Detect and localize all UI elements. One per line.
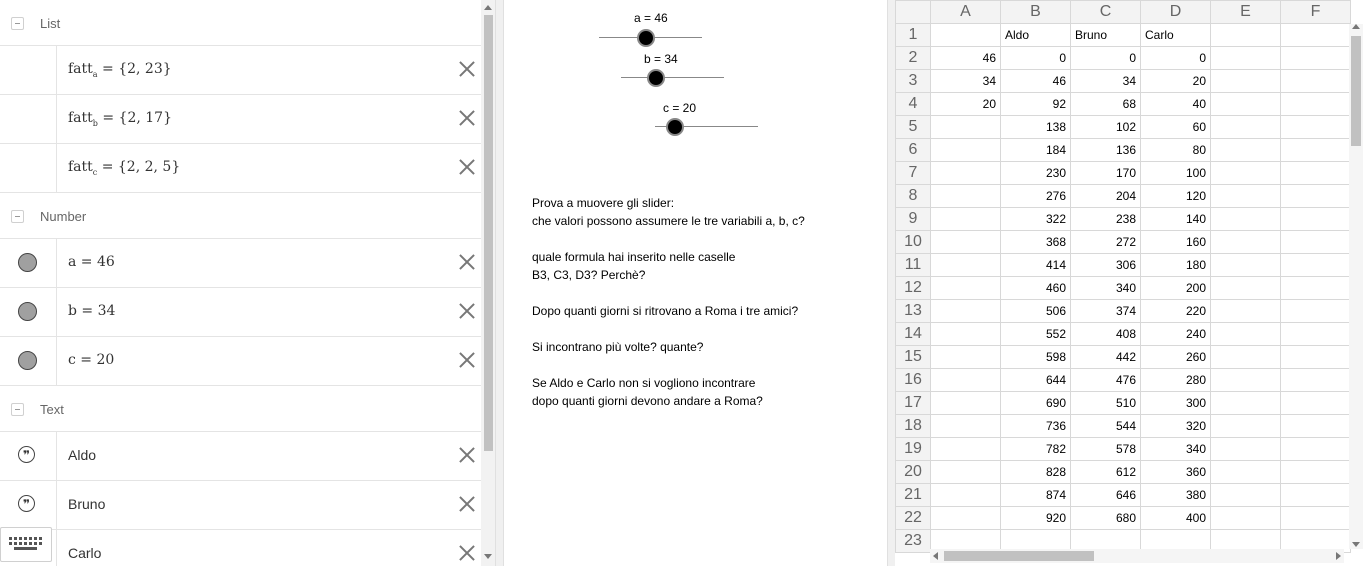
category-label: Number [40,209,87,224]
spreadsheet-cell[interactable] [1281,70,1351,93]
algebra-expression[interactable]: Carlo [68,545,102,561]
spreadsheet-cell[interactable] [931,254,1001,277]
spreadsheet-cell[interactable]: 646 [1071,484,1141,507]
slider-b-knob[interactable] [647,69,665,87]
spreadsheet-cell[interactable]: 136 [1071,139,1141,162]
spreadsheet-cell[interactable] [1211,392,1281,415]
algebra-row-text[interactable] [0,530,481,566]
spreadsheet-grid[interactable] [895,0,1351,553]
algebra-expression[interactable]: fatt$_a$ = {2, 23} [68,61,172,79]
row-header[interactable]: 14 [896,323,931,346]
spreadsheet-cell[interactable]: 140 [1141,208,1211,231]
spreadsheet-cell[interactable] [931,461,1001,484]
spreadsheet-cell[interactable]: 322 [1001,208,1071,231]
row-header[interactable]: 6 [896,139,931,162]
row-header[interactable]: 17 [896,392,931,415]
spreadsheet-cell[interactable]: 240 [1141,323,1211,346]
table-row [896,392,1351,415]
spreadsheet-cell[interactable] [931,24,1001,47]
spreadsheet-cell[interactable]: 680 [1071,507,1141,530]
row-header[interactable]: 11 [896,254,931,277]
algebra-expression[interactable]: a = 46 [68,254,115,270]
spreadsheet-cell[interactable] [1281,162,1351,185]
visibility-marble-icon[interactable] [18,351,37,370]
algebra-row-number[interactable] [0,288,481,337]
scroll-left-icon[interactable] [933,552,938,560]
spreadsheet-cell[interactable]: 220 [1141,300,1211,323]
spreadsheet-cell[interactable]: 320 [1141,415,1211,438]
table-row [896,346,1351,369]
spreadsheet-cell[interactable] [931,507,1001,530]
spreadsheet-cell[interactable] [1281,254,1351,277]
spreadsheet-cell[interactable]: 20 [1141,70,1211,93]
algebra-row-text[interactable] [0,432,481,481]
spreadsheet-cell[interactable]: 272 [1071,231,1141,254]
scrollbar-thumb[interactable] [484,15,493,451]
spreadsheet-cell[interactable]: 0 [1141,47,1211,70]
spreadsheet-cell[interactable] [931,392,1001,415]
scroll-up-icon[interactable] [1352,24,1360,29]
spreadsheet-cell[interactable]: 46 [931,47,1001,70]
table-row [896,461,1351,484]
spreadsheet-cell[interactable] [931,369,1001,392]
algebra-row-number[interactable] [0,239,481,288]
spreadsheet-cell[interactable]: 552 [1001,323,1071,346]
spreadsheet-cell[interactable] [1281,231,1351,254]
spreadsheet-cell[interactable]: 612 [1071,461,1141,484]
spreadsheet-cell[interactable] [1211,369,1281,392]
spreadsheet-cell[interactable] [1211,346,1281,369]
slider-a-knob[interactable] [637,29,655,47]
spreadsheet-cell[interactable]: Aldo [1001,24,1071,47]
spreadsheet-view[interactable] [895,0,1366,566]
visibility-marble-icon[interactable] [18,302,37,321]
spreadsheet-cell[interactable]: 300 [1141,392,1211,415]
spreadsheet-cell[interactable] [1281,300,1351,323]
category-label: Text [40,402,64,417]
spreadsheet-cell[interactable]: 598 [1001,346,1071,369]
slider-b-track[interactable] [621,77,724,78]
spreadsheet-cell[interactable]: 544 [1071,415,1141,438]
spreadsheet-cell[interactable]: 442 [1071,346,1141,369]
spreadsheet-cell[interactable]: 374 [1071,300,1141,323]
table-row [896,93,1351,116]
spreadsheet-cell[interactable] [1211,185,1281,208]
spreadsheet-cell[interactable]: 34 [1071,70,1141,93]
row-header[interactable]: 22 [896,507,931,530]
delete-icon[interactable] [457,59,477,79]
spreadsheet-cell[interactable] [931,323,1001,346]
algebra-expression[interactable]: c = 20 [68,352,115,368]
slider-c-label: c = 20 [663,101,697,115]
spreadsheet-cell[interactable]: 368 [1001,231,1071,254]
row-header[interactable]: 8 [896,185,931,208]
spreadsheet-cell[interactable]: 340 [1071,277,1141,300]
spreadsheet-cell[interactable]: 510 [1071,392,1141,415]
table-row [896,139,1351,162]
spreadsheet-cell[interactable] [1211,139,1281,162]
algebra-row-number[interactable] [0,337,481,386]
spreadsheet-cell[interactable] [931,277,1001,300]
delete-icon[interactable] [457,350,477,370]
spreadsheet-cell[interactable]: 828 [1001,461,1071,484]
spreadsheet-cell[interactable]: 170 [1071,162,1141,185]
algebra-view [0,0,481,566]
corner-cell[interactable] [896,1,931,24]
table-row [896,47,1351,70]
spreadsheet-cell[interactable] [1211,254,1281,277]
spreadsheet-cell[interactable]: 80 [1141,139,1211,162]
spreadsheet-cell[interactable]: 414 [1001,254,1071,277]
algebra-expression[interactable]: fatt$_c$ = {2, 2, 5} [68,159,181,177]
scrollbar-thumb[interactable] [1351,36,1361,146]
spreadsheet-cell[interactable] [1281,116,1351,139]
spreadsheet-cell[interactable]: 230 [1001,162,1071,185]
table-row [896,254,1351,277]
spreadsheet-cell[interactable] [1211,47,1281,70]
spreadsheet-cell[interactable]: 782 [1001,438,1071,461]
spreadsheet-cell[interactable]: 340 [1141,438,1211,461]
spreadsheet-horizontal-scrollbar[interactable] [930,549,1344,563]
row-header[interactable]: 10 [896,231,931,254]
spreadsheet-cell[interactable] [931,208,1001,231]
keyboard-icon[interactable] [0,527,52,562]
spreadsheet-cell[interactable]: 260 [1141,346,1211,369]
visibility-marble-icon[interactable] [18,253,37,272]
instructions-text: Prova a muovere gli slider: che valori possono assumere le tre variabili a, b, c? quale formula hai inserito nelle caselle B3, C3, D3? Perchè? Dopo quanti giorni si ritrovano a Roma i tre amici? Si incontrano più volte? quante? Se Aldo e Carlo non si vogliono incontrare dopo quanti giorni devono andare a Roma? [532,196,805,408]
spreadsheet-cell[interactable]: 380 [1141,484,1211,507]
spreadsheet-cell[interactable]: 238 [1071,208,1141,231]
collapse-icon[interactable] [11,17,24,30]
spreadsheet-cell[interactable]: 102 [1071,116,1141,139]
spreadsheet-cell[interactable]: 46 [1001,70,1071,93]
delete-icon[interactable] [457,543,477,563]
row-header[interactable]: 21 [896,484,931,507]
table-row [896,438,1351,461]
scroll-down-icon[interactable] [1352,542,1360,547]
spreadsheet-cell[interactable]: 100 [1141,162,1211,185]
spreadsheet-cell[interactable] [1281,461,1351,484]
scroll-right-icon[interactable] [1336,552,1341,560]
delete-icon[interactable] [457,494,477,514]
algebra-expression[interactable]: fatt$_b$ = {2, 17} [68,110,172,128]
table-row [896,162,1351,185]
spreadsheet-cell[interactable]: Bruno [1071,24,1141,47]
spreadsheet-cell[interactable]: 0 [1071,47,1141,70]
spreadsheet-cell[interactable]: 276 [1001,185,1071,208]
spreadsheet-cell[interactable]: 204 [1071,185,1141,208]
spreadsheet-cell[interactable]: 400 [1141,507,1211,530]
spreadsheet-cell[interactable]: 408 [1071,323,1141,346]
category-text[interactable] [0,386,481,432]
scrollbar-thumb[interactable] [944,551,1094,561]
algebra-row-list[interactable] [0,95,481,144]
table-row [896,185,1351,208]
row-header[interactable]: 12 [896,277,931,300]
spreadsheet-cell[interactable] [1211,116,1281,139]
spreadsheet-cell[interactable] [931,116,1001,139]
spreadsheet-cell[interactable] [1281,139,1351,162]
category-label: List [40,16,61,31]
spreadsheet-cell[interactable] [931,346,1001,369]
spreadsheet-cell[interactable]: 460 [1001,277,1071,300]
quote-icon[interactable]: ❞ [18,495,35,512]
delete-icon[interactable] [457,445,477,465]
spreadsheet-cell[interactable]: 690 [1001,392,1071,415]
spreadsheet-cell[interactable] [931,139,1001,162]
spreadsheet-cell[interactable] [1281,185,1351,208]
table-row [896,323,1351,346]
table-row [896,507,1351,530]
spreadsheet-cell[interactable] [1281,208,1351,231]
spreadsheet-cell[interactable] [931,484,1001,507]
spreadsheet-cell[interactable]: 578 [1071,438,1141,461]
spreadsheet-cell[interactable] [1211,277,1281,300]
spreadsheet-cell[interactable] [1211,24,1281,47]
table-row [896,300,1351,323]
column-header[interactable]: C [1071,1,1141,24]
row-header[interactable]: 7 [896,162,931,185]
spreadsheet-cell[interactable]: 120 [1141,185,1211,208]
spreadsheet-cell[interactable]: 644 [1001,369,1071,392]
spreadsheet-cell[interactable]: 476 [1071,369,1141,392]
table-row [896,277,1351,300]
spreadsheet-cell[interactable] [1211,208,1281,231]
algebra-row-list[interactable] [0,46,481,95]
spreadsheet-cell[interactable] [1281,346,1351,369]
panel-divider[interactable] [495,0,504,566]
delete-icon[interactable] [457,108,477,128]
spreadsheet-cell[interactable]: 34 [931,70,1001,93]
table-row [896,231,1351,254]
collapse-icon[interactable] [11,210,24,223]
spreadsheet-cell[interactable] [1281,507,1351,530]
spreadsheet-cell[interactable]: 40 [1141,93,1211,116]
spreadsheet-cell[interactable]: 200 [1141,277,1211,300]
spreadsheet-cell[interactable] [1281,323,1351,346]
table-row [896,24,1351,47]
spreadsheet-cell[interactable]: 0 [1001,47,1071,70]
spreadsheet-cell[interactable] [1211,507,1281,530]
row-header[interactable]: 16 [896,369,931,392]
spreadsheet-cell[interactable] [1211,484,1281,507]
table-row [896,484,1351,507]
spreadsheet-cell[interactable] [1211,70,1281,93]
spreadsheet-cell[interactable] [1281,93,1351,116]
algebra-row-text[interactable] [0,481,481,530]
spreadsheet-cell[interactable] [931,162,1001,185]
spreadsheet-cell[interactable] [1211,231,1281,254]
column-header[interactable]: F [1281,1,1351,24]
category-list[interactable] [0,0,481,46]
slider-a-label: a = 46 [634,11,668,25]
spreadsheet-cell[interactable]: 874 [1001,484,1071,507]
spreadsheet-cell[interactable] [1281,47,1351,70]
row-header[interactable]: 20 [896,461,931,484]
column-header[interactable]: A [931,1,1001,24]
row-header[interactable]: 4 [896,93,931,116]
delete-icon[interactable] [457,301,477,321]
table-row [896,208,1351,231]
spreadsheet-cell[interactable] [931,231,1001,254]
row-header[interactable]: 15 [896,346,931,369]
slider-c-knob[interactable] [666,118,684,136]
quote-icon[interactable]: ❞ [18,446,35,463]
spreadsheet-cell[interactable]: Carlo [1141,24,1211,47]
spreadsheet-vertical-scrollbar[interactable] [1349,24,1363,549]
spreadsheet-cell[interactable] [1211,438,1281,461]
spreadsheet-cell[interactable] [1281,438,1351,461]
column-header[interactable]: D [1141,1,1211,24]
scroll-down-icon[interactable] [484,554,492,559]
spreadsheet-cell[interactable]: 736 [1001,415,1071,438]
delete-icon[interactable] [457,157,477,177]
row-header[interactable]: 1 [896,24,931,47]
spreadsheet-cell[interactable] [1281,369,1351,392]
column-header-row [896,1,1351,24]
table-row [896,70,1351,93]
algebra-expression[interactable]: b = 34 [68,303,116,319]
row-header[interactable]: 5 [896,116,931,139]
spreadsheet-cell[interactable]: 20 [931,93,1001,116]
spreadsheet-cell[interactable]: 506 [1001,300,1071,323]
row-header[interactable]: 9 [896,208,931,231]
row-header[interactable]: 23 [896,530,931,553]
spreadsheet-cell[interactable] [1281,277,1351,300]
table-row [896,369,1351,392]
spreadsheet-cell[interactable]: 68 [1071,93,1141,116]
spreadsheet-cell[interactable]: 306 [1071,254,1141,277]
spreadsheet-cell[interactable]: 138 [1001,116,1071,139]
row-header[interactable]: 13 [896,300,931,323]
column-header[interactable]: E [1211,1,1281,24]
row-header[interactable]: 3 [896,70,931,93]
spreadsheet-cell[interactable]: 92 [1001,93,1071,116]
spreadsheet-cell[interactable] [1281,24,1351,47]
spreadsheet-cell[interactable] [1281,415,1351,438]
spreadsheet-cell[interactable] [1211,162,1281,185]
spreadsheet-cell[interactable]: 60 [1141,116,1211,139]
spreadsheet-cell[interactable] [931,438,1001,461]
collapse-icon[interactable] [11,403,24,416]
scroll-up-icon[interactable] [484,5,492,10]
spreadsheet-cell[interactable] [1281,392,1351,415]
spreadsheet-cell[interactable]: 280 [1141,369,1211,392]
spreadsheet-cell[interactable]: 920 [1001,507,1071,530]
spreadsheet-cell[interactable]: 160 [1141,231,1211,254]
spreadsheet-cell[interactable] [1211,415,1281,438]
row-header[interactable]: 18 [896,415,931,438]
algebra-scrollbar[interactable] [481,0,495,566]
spreadsheet-cell[interactable] [1211,300,1281,323]
table-row [896,415,1351,438]
algebra-expression[interactable]: Bruno [68,496,106,512]
spreadsheet-cell[interactable] [1281,484,1351,507]
spreadsheet-cell[interactable] [1211,461,1281,484]
spreadsheet-cell[interactable]: 360 [1141,461,1211,484]
spreadsheet-cell[interactable] [931,185,1001,208]
spreadsheet-cell[interactable]: 184 [1001,139,1071,162]
column-header[interactable]: B [1001,1,1071,24]
row-header[interactable]: 19 [896,438,931,461]
delete-icon[interactable] [457,252,477,272]
spreadsheet-cell[interactable] [931,300,1001,323]
spreadsheet-cell[interactable] [1211,323,1281,346]
table-row [896,116,1351,139]
spreadsheet-cell[interactable] [931,415,1001,438]
slider-b-label: b = 34 [644,52,678,66]
algebra-expression[interactable]: Aldo [68,447,97,463]
spreadsheet-cell[interactable]: 180 [1141,254,1211,277]
spreadsheet-cell[interactable] [1211,93,1281,116]
algebra-row-list[interactable] [0,144,481,193]
category-number[interactable] [0,193,481,239]
row-header[interactable]: 2 [896,47,931,70]
panel-divider[interactable] [887,0,895,566]
graphics-view[interactable] [504,0,887,566]
